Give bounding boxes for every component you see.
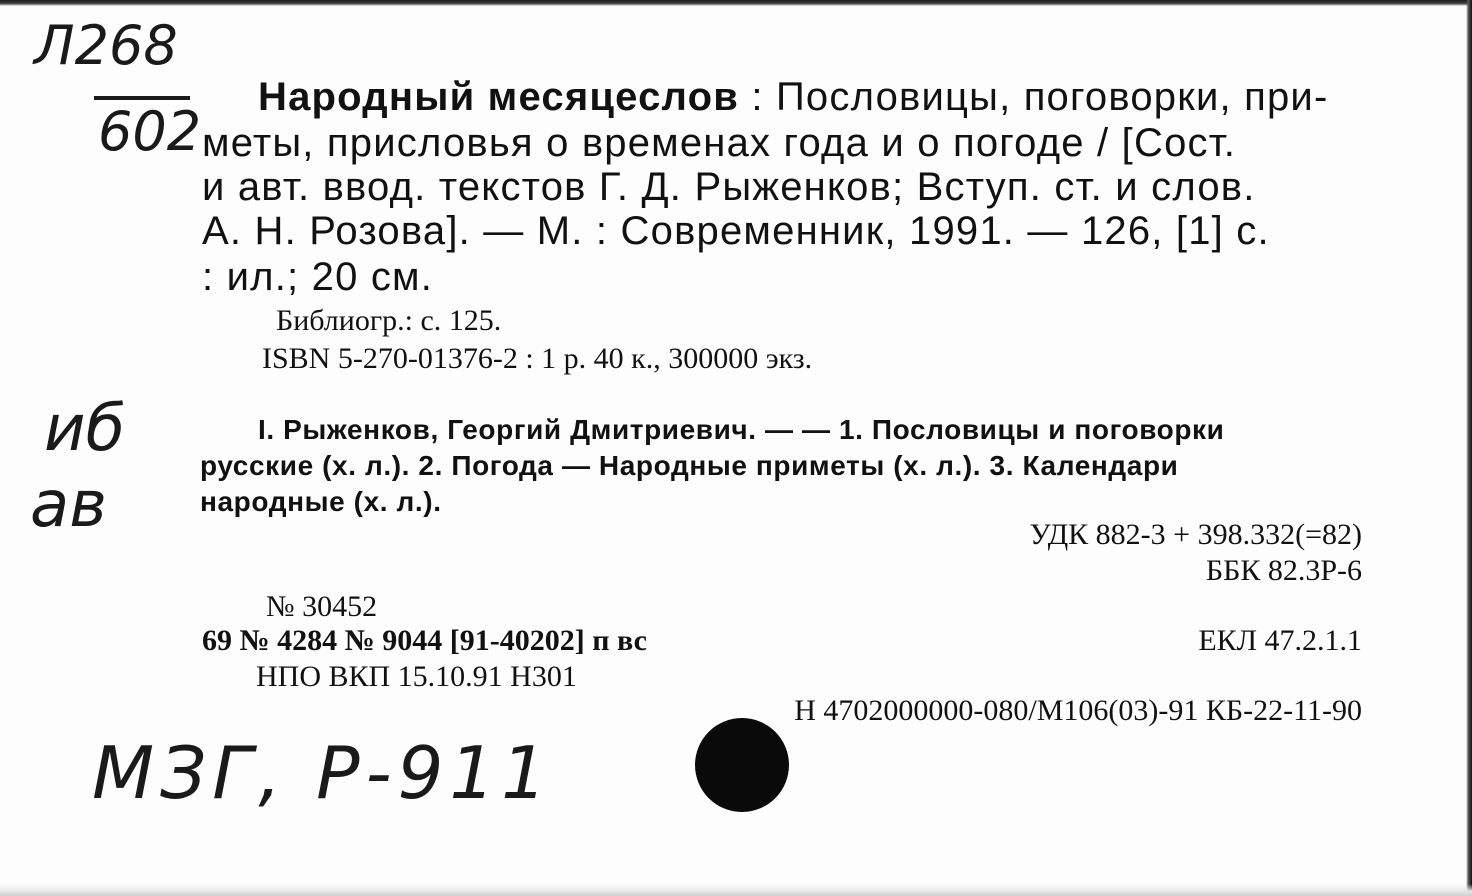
card-top-edge: [0, 0, 1472, 6]
bbk-code: ББК 82.3Р-6: [1205, 554, 1362, 587]
npo-line: НПО ВКП 15.10.91 Н301: [256, 660, 577, 693]
bibliography-note: Библиогр.: с. 125.: [276, 304, 502, 337]
ekl-code: ЕКЛ 47.2.1.1: [1198, 624, 1362, 657]
description-line-5: : ил.; 20 см.: [202, 255, 434, 299]
handwritten-side-line2: ав: [30, 468, 107, 542]
handwritten-side-line1: иб: [44, 392, 126, 466]
udk-code: УДК 882-3 + 398.332(=82): [1029, 518, 1362, 551]
subject-line-3: народные (х. л.).: [200, 486, 442, 517]
handwritten-shelf-top: Л268: [34, 14, 178, 77]
handwritten-shelf-bottom: 602: [98, 100, 202, 163]
title-line-rest: : Пословицы, поговорки, при-: [739, 75, 1329, 119]
description-line-4: А. Н. Розова]. — М. : Современник, 1991. — 126, [1] с.: [202, 209, 1270, 253]
subject-line-2: русские (х. л.). 2. Погода — Народные приметы (х. л.). 3. Календари: [200, 450, 1179, 481]
book-title: Народный месяцеслов: [258, 75, 740, 119]
card-right-edge: [1466, 0, 1472, 896]
isbn-note: ISBN 5-270-01376-2 : 1 р. 40 к., 300000 экз.: [262, 342, 813, 375]
description-line-3: и авт. ввод. текстов Г. Д. Рыженков; Вступ. ст. и слов.: [202, 165, 1256, 209]
card-bottom-edge: [0, 884, 1472, 896]
punch-hole: [695, 718, 789, 812]
publication-code: Н 4702000000-080/М106(03)-91 КБ-22-11-90: [794, 694, 1362, 727]
description-line-2: меты, присловья о временах года и о погоде / [Сост.: [202, 121, 1237, 165]
order-line: 69 № 4284 № 9044 [91-40202] п вс: [202, 624, 647, 657]
subject-line-1: I. Рыженков, Георгий Дмитриевич. — — 1. Пословицы и поговорки: [258, 414, 1225, 445]
title-line: [258, 74, 1329, 120]
handwritten-bottom-mark: МЗГ, Р-911: [92, 731, 553, 815]
card-number: № 30452: [266, 590, 378, 623]
